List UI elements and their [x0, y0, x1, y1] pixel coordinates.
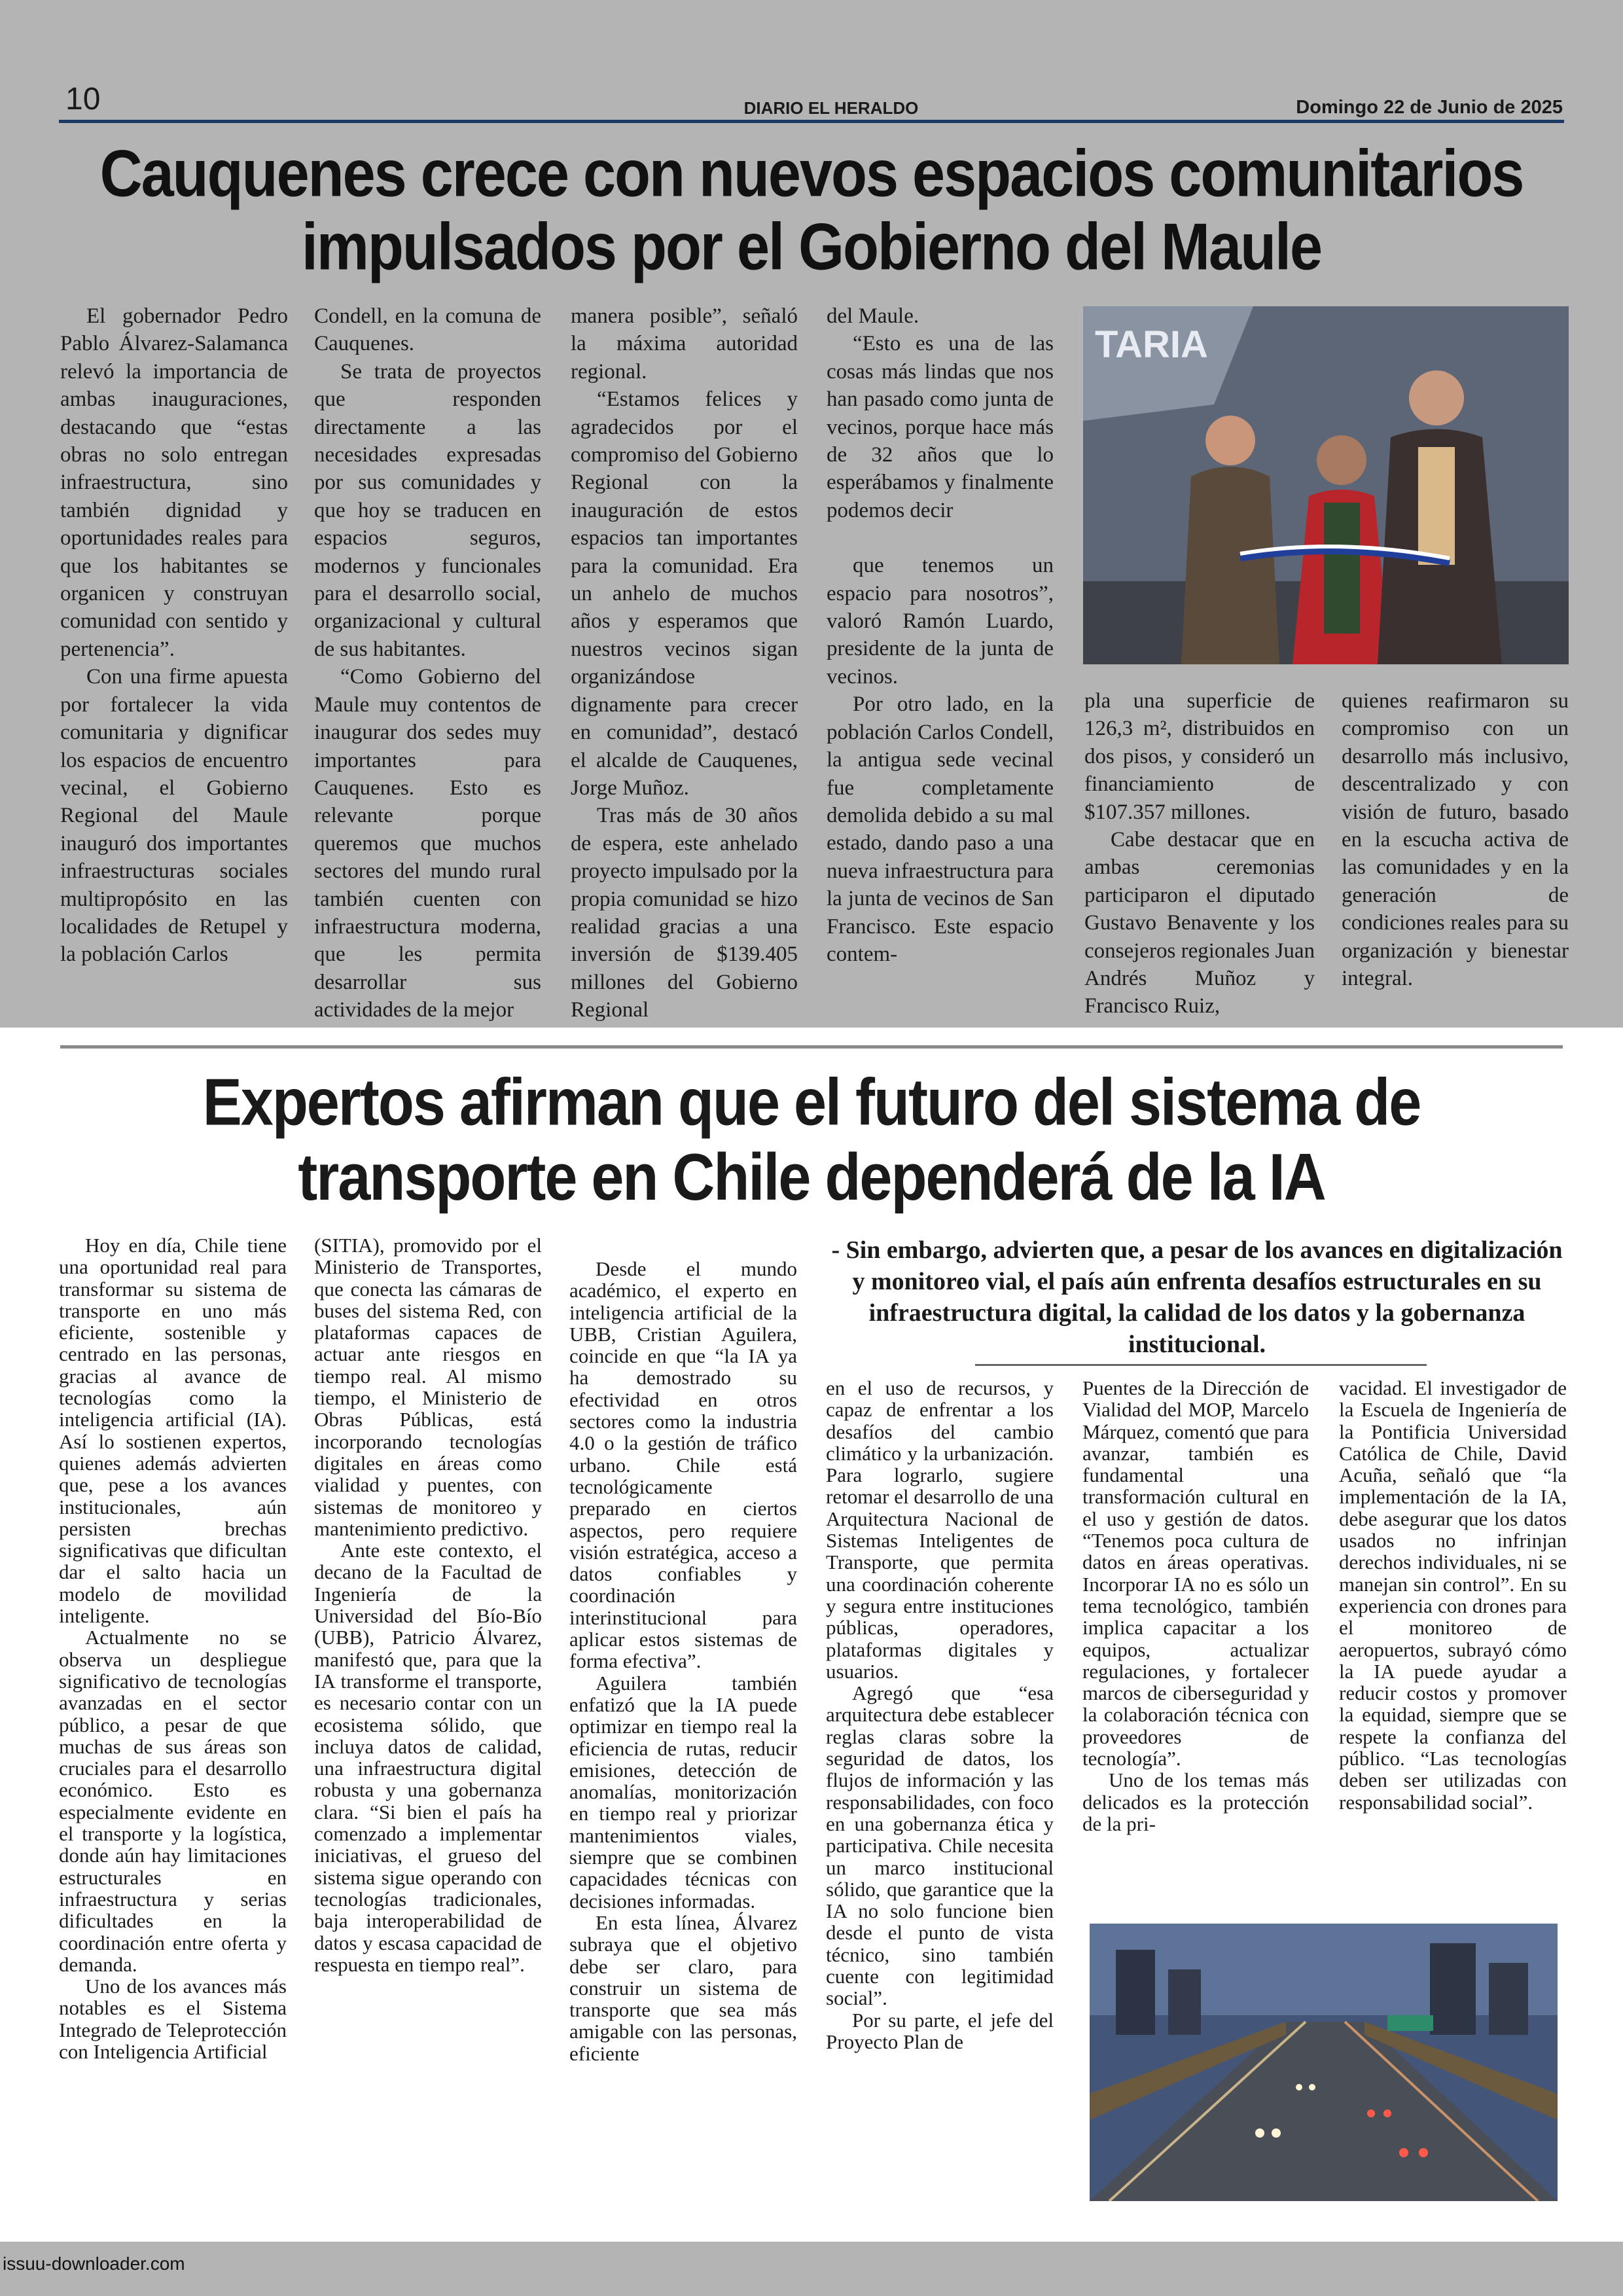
article1-column-4 [827, 302, 1054, 968]
article2-subheadline: - Sin embargo, advierten que, a pesar de los avances en digitalización y monitoreo vial, el país aún enfrenta desafíos estructurales en su infraestructura digital, la calidad de los datos y la gobernanza institucional. [831, 1236, 1563, 1358]
paragraph: El gobernador Pedro Pablo Álvarez-Salamanca relevó la importancia de ambas inauguraciones, destacando que “estas obras no solo entregan infraestructura, sino también dignidad y oportunidades reales para que los habitantes se organicen y construyan comunidad con sentido y pertenencia”. [60, 304, 288, 661]
paragraph: del Maule. [827, 304, 919, 328]
building-sign-text: TARIA [1095, 323, 1208, 366]
paragraph: Uno de los temas más delicados es la protección de la pri- [1082, 1768, 1309, 1835]
newspaper-name: DIARIO EL HERALDO [743, 98, 919, 118]
paragraph: Agregó que “esa arquitectura debe establecer reglas claras sobre la seguridad de datos, los flujos de información y las responsabilidades, con foco en una gobernanza ética y participativa. Chile necesita un marco institucional sólido, que garantice que la IA no solo funcione bien desde el punto de vista técnico, sino también cuente con legitimidad social”. [826, 1681, 1054, 2010]
article1-column-2 [314, 302, 541, 1024]
paragraph: quienes reafirmaron su compromiso con un desarrollo más inclusivo, descentralizado y con visión de futuro, basado en la escucha activa de las comunidades y en la generación de condiciones reales para su organización y bienestar integral. [1342, 689, 1569, 991]
article1-column-5 [1084, 687, 1315, 1020]
article1-headline-line1: Cauquenes crece con nuevos espacios comunitarios [99, 137, 1524, 211]
article1-column-6 [1342, 687, 1569, 992]
paragraph: que tenemos un espacio para nosotros”, valoró Ramón Luardo, presidente de la junta de vecinos. [827, 554, 1054, 689]
paragraph: Cabe destacar que en ambas ceremonias participaron el diputado Gustavo Benavente y los consejeros regionales Juan Andrés Muñoz y Francisco Ruiz, [1084, 828, 1315, 1018]
highway-illustration [1090, 1924, 1558, 2201]
article2-headline-line1: Expertos afirman que el futuro del sistema de [202, 1066, 1421, 1140]
paragraph: Se trata de proyectos que responden directamente a las necesidades expresadas por sus comunidades y que hoy se traducen en espacios seguros, modernos y funcionales para el desarrollo social, organizacional y cultural de sus habitantes. [314, 359, 541, 661]
page-number: 10 [65, 82, 101, 117]
article1-headline-line2: impulsados por el Gobierno del Maule [301, 211, 1322, 284]
paragraph: Condell, en la comuna de Cauquenes. [314, 304, 541, 356]
paragraph: Ante este contexto, el decano de la Facultad de Ingeniería de la Universidad del Bío-Bío (UBB), Patricio Álvarez, manifestó que, para que la IA transforme el transporte, es necesario contar con un ecosistema sólido, que incluya datos de calidad, una infraestructura digital robusta y una gobernanza clara. “Si bien el país ha comenzado a implementar iniciativas, el grueso del sistema sigue operando con tecnologías tradicionales, baja interoperabilidad de datos y escasa capacidad de respuesta en tiempo real”. [314, 1539, 542, 1976]
paragraph: “Como Gobierno del Maule muy contentos de inaugurar dos sedes muy importantes para Cauquenes. Esto es relevante porque queremos que muchos sectores del mundo rural también cuenten con infraestructura moderna, que les permita desarrollar sus actividades de la mejor [314, 665, 541, 1022]
section-divider [60, 1045, 1563, 1049]
paragraph: Desde el mundo académico, el experto en inteligencia artificial de la UBB, Cristian Aguilera, coincide en que “la IA ya ha demostrado su efectividad en otros sectores como la industria 4.0 o la gestión de tráfico urbano. Chile está tecnológicamente preparado en ciertos aspectos, pero requiere visión estratégica, acceso a datos confiables y coordinación interinstitucional para aplicar estos sistemas de forma efectiva”. [569, 1257, 797, 1673]
watermark-text[interactable]: issuu-downloader.com [3, 2253, 185, 2274]
highway-photo [1090, 1924, 1558, 2201]
article1-headline [52, 137, 1571, 284]
paragraph: Aguilera también enfatizó que la IA puede optimizar en tiempo real la eficiencia de rutas, reducir emisiones, detección de anomalías, monitorización en tiempo real y priorizar mantenimientos viales, siempre que se combinen capacidades técnicas con decisiones informadas. [569, 1671, 797, 1912]
paragraph: “Estamos felices y agradecidos por el compromiso del Gobierno Regional con la inauguración de estos espacios tan importantes para la comunidad. Era un anhelo de muchos años y esperamos que nuestros vecinos sigan organizándose dignamente para crecer en comunidad”, destacó el alcalde de Cauquenes, Jorge Muñoz. [571, 387, 798, 800]
paragraph: Por otro lado, en la población Carlos Condell, la antigua sede vecinal fue completamente demolida debido a su mal estado, dando paso a una nueva infraestructura para la junta de vecinos de San Francisco. Este espacio contem- [827, 692, 1054, 966]
subheadline-rule [975, 1364, 1427, 1366]
footer-bar [0, 2242, 1623, 2296]
header-rule [59, 120, 1564, 123]
paragraph: en el uso de recursos, y capaz de enfrentar a los desafíos del cambio climático y la urbanización. Para lograrlo, sugiere retomar el desarrollo de una Arquitectura Nacional de Sistemas Inteligentes de Transporte, que permita una coordinación coherente y segura entre instituciones públicas, operadores, plataformas digitales y usuarios. [826, 1376, 1054, 1683]
inauguration-illustration [1083, 306, 1569, 664]
article1-column-3 [571, 302, 798, 1024]
article2-column-5 [1082, 1377, 1309, 1835]
paragraph: Hoy en día, Chile tiene una oportunidad real para transformar su sistema de transporte en uno más eficiente, sostenible y centrado en las personas, gracias al avance de tecnologías como la inteligencia artificial (IA). Así lo sostienen expertos, quienes además advierten que, pese a los avances institucionales, aún persisten brechas significativas que dificultan dar el salto hacia un modelo de movilidad inteligente. [59, 1234, 287, 1628]
article1-column-1 [60, 302, 288, 969]
article2-column-4 [826, 1377, 1054, 2053]
article2-headline [52, 1066, 1571, 1215]
article2-column-6 [1339, 1377, 1567, 1813]
article2-column-2 [314, 1234, 542, 1975]
paragraph: “Esto es una de las cosas más lindas que nos han pasado como junta de vecinos, porque hace más de 32 años que lo esperábamos y finalmente podemos decir [827, 332, 1054, 522]
paragraph: Actualmente no se observa un despliegue significativo de tecnologías avanzadas en el sector público, a pesar de que muchas de sus áreas son cruciales para el desarrollo económico. Esto es especialmente evidente en el transporte y la logística, donde aún hay limitaciones estructurales en infraestructura y serias dificultades en la coordinación entre oferta y demanda. [59, 1626, 287, 1976]
paragraph: En esta línea, Álvarez subraya que el objetivo debe ser claro, para construir un sistema de transporte que sea más amigable con las personas, eficiente [569, 1910, 797, 2065]
inauguration-photo [1083, 306, 1569, 664]
article2-column-1 [59, 1234, 287, 2062]
paragraph: Tras más de 30 años de espera, este anhelado proyecto impulsado por la propia comunidad se hizo realidad gracias a una inversión de $139.405 millones del Gobierno Regional [571, 804, 798, 1022]
article2-headline-line2: transporte en Chile dependerá de la IA [298, 1141, 1325, 1215]
paragraph: pla una superficie de 126,3 m², distribuidos en dos pisos, y consideró un financiamiento de $107.357 millones. [1084, 689, 1315, 824]
publication-date: Domingo 22 de Junio de 2025 [1296, 97, 1563, 118]
paragraph: Por su parte, el jefe del Proyecto Plan de [826, 2008, 1054, 2053]
paragraph: Con una firme apuesta por fortalecer la vida comunitaria y dignificar los espacios de encuentro vecinal, el Gobierno Regional del Maule inauguró dos importantes infraestructuras sociales multipropósito en las localidades de Retupel y la población Carlos [60, 665, 288, 967]
article2-column-3 [569, 1258, 797, 2064]
paragraph: vacidad. El investigador de la Escuela de Ingeniería de la Pontificia Universidad Católica de Chile, David Acuña, señaló que “la implementación de la IA, debe asegurar que los datos usados no infrinjan derechos individuales, ni se manejan sin control”. En su experiencia con drones para el monitoreo de aeropuertos, subrayó cómo la IA puede ayudar a reducir costos y promover la equidad, siempre que se respete la confianza del público. “Las tecnologías deben ser utilizadas con responsabilidad social”. [1339, 1376, 1567, 1814]
paragraph: (SITIA), promovido por el Ministerio de Transportes, que conecta las cámaras de buses del sistema Red, con plataformas capaces de actuar ante riesgos en tiempo real. Al mismo tiempo, el Ministerio de Obras Públicas, está incorporando tecnologías digitales en áreas como vialidad y puentes, con sistemas de monitoreo y mantenimiento predictivo. [314, 1234, 542, 1540]
paragraph: Puentes de la Dirección de Vialidad del MOP, Marcelo Márquez, comentó que para avanzar, también es fundamental una transformación cultural en el uso y gestión de datos. “Tenemos poca cultura de datos en áreas operativas. Incorporar IA no es sólo un tema tecnológico, también implica capacitar a los equipos, actualizar regulaciones, y fortalecer marcos de ciberseguridad y la colaboración técnica con proveedores de tecnología”. [1082, 1376, 1310, 1770]
paragraph: manera posible”, señaló la máxima autoridad regional. [571, 304, 798, 384]
paragraph: Uno de los avances más notables es el Sistema Integrado de Teleprotección con Inteligencia Artificial [59, 1975, 287, 2063]
